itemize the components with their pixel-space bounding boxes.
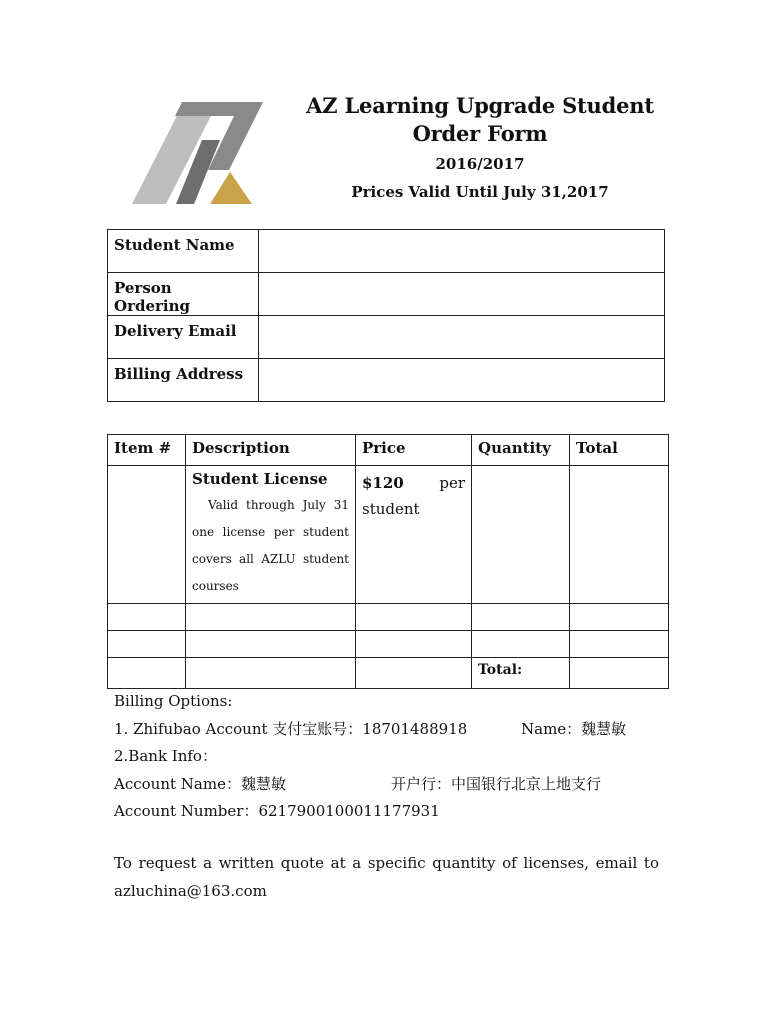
billing-address-field[interactable] — [259, 359, 665, 402]
order-items-table — [107, 434, 669, 689]
col-header-total: Total — [570, 435, 669, 466]
empty-cell[interactable] — [356, 631, 472, 658]
items-header-row — [108, 435, 669, 466]
col-header-quantity: Quantity — [472, 435, 570, 466]
info-row-person-ordering — [108, 273, 665, 316]
student-info-table — [107, 229, 665, 402]
empty-cell[interactable] — [356, 604, 472, 631]
description-cell — [186, 466, 356, 604]
price-per: per — [439, 474, 465, 492]
price-cell — [356, 466, 472, 604]
table-row — [108, 604, 669, 631]
line-total-cell[interactable] — [570, 466, 669, 604]
table-row — [108, 466, 669, 604]
empty-cell[interactable] — [472, 604, 570, 631]
form-year: 2016/2017 — [435, 155, 525, 173]
zhifubao-account: 1. Zhifubao Account 支付宝账号：18701488918 — [114, 719, 468, 738]
delivery-email-label: Delivery Email — [108, 316, 259, 359]
empty-cell[interactable] — [186, 604, 356, 631]
col-header-item: Item # — [108, 435, 186, 466]
price-validity: Prices Valid Until July 31,2017 — [351, 183, 609, 201]
empty-cell[interactable] — [186, 658, 356, 689]
grand-total-cell[interactable] — [570, 658, 669, 689]
billing-options — [114, 688, 664, 826]
bank-info-heading: 2.Bank Info： — [114, 747, 217, 765]
student-name-label: Student Name — [108, 230, 259, 273]
col-header-price: Price — [356, 435, 472, 466]
az-logo — [128, 102, 263, 204]
item-number-cell[interactable] — [108, 466, 186, 604]
bank-row — [114, 771, 664, 799]
person-ordering-field[interactable] — [259, 273, 665, 316]
total-label: Total: — [472, 658, 570, 689]
info-row-billing-address — [108, 359, 665, 402]
form-title: AZ Learning Upgrade Student Order Form — [306, 93, 654, 146]
zhifubao-name: Name：魏慧敏 — [521, 719, 627, 738]
empty-cell[interactable] — [108, 631, 186, 658]
person-ordering-label: Person Ordering — [108, 273, 259, 316]
billing-heading: Billing Options: — [114, 692, 233, 710]
price-unit: student — [362, 500, 420, 518]
empty-cell[interactable] — [570, 631, 669, 658]
form-header — [300, 92, 660, 201]
price-line — [362, 470, 465, 496]
empty-cell[interactable] — [472, 631, 570, 658]
info-row-student-name — [108, 230, 665, 273]
price-amount: $120 — [362, 474, 404, 492]
info-row-delivery-email — [108, 316, 665, 359]
total-row — [108, 658, 669, 689]
col-header-description: Description — [186, 435, 356, 466]
account-number: Account Number：6217900100011177931 — [114, 802, 440, 820]
quantity-cell[interactable] — [472, 466, 570, 604]
empty-cell[interactable] — [570, 604, 669, 631]
bank-branch: 开户行：中国银行北京上地支行 — [391, 774, 602, 793]
billing-address-label: Billing Address — [108, 359, 259, 402]
delivery-email-field[interactable] — [259, 316, 665, 359]
empty-cell[interactable] — [108, 604, 186, 631]
empty-cell[interactable] — [356, 658, 472, 689]
student-name-field[interactable] — [259, 230, 665, 273]
table-row — [108, 631, 669, 658]
empty-cell[interactable] — [186, 631, 356, 658]
zhifubao-row — [114, 716, 664, 744]
description-body: Valid through July 31 one license per student covers all AZLU student courses — [192, 498, 349, 593]
description-title: Student License — [192, 470, 328, 488]
empty-cell[interactable] — [108, 658, 186, 689]
account-name: Account Name：魏慧敏 — [114, 774, 286, 793]
quote-request-note: To request a written quote at a specific quantity of licenses, email to azluchina@163.com — [114, 854, 659, 900]
